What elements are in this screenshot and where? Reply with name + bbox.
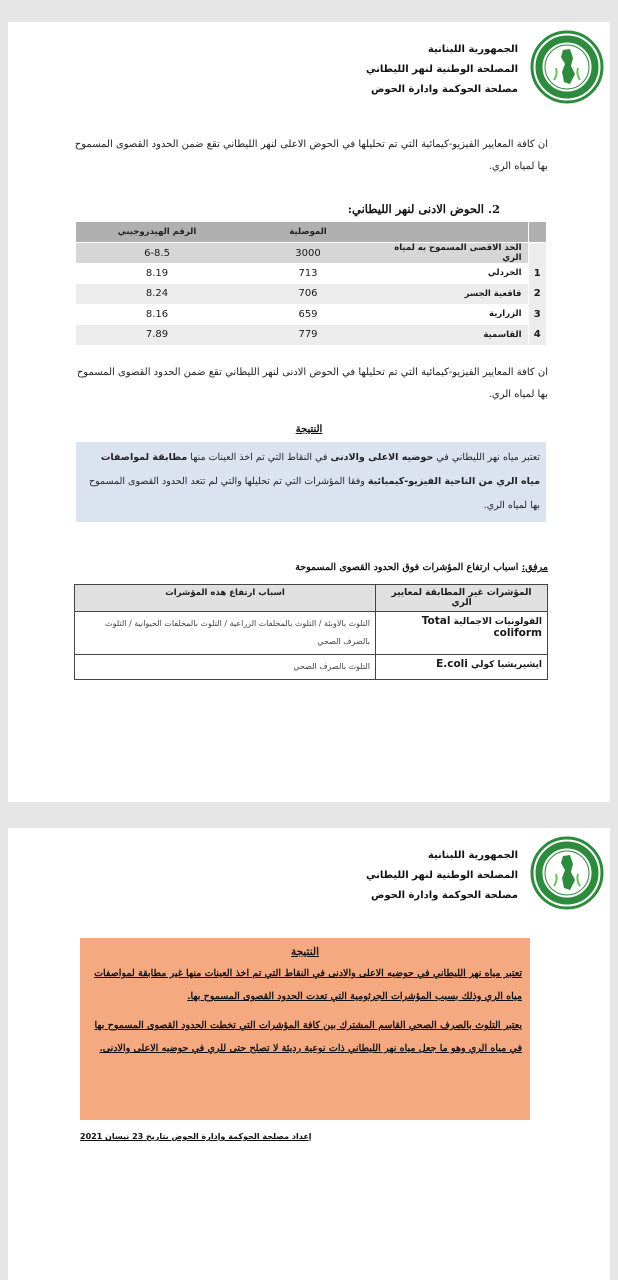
annex-indicator-ar: ايشيريشيا كولي	[467, 660, 542, 670]
result-text-5: وفقا المؤشرات التي تم تحليلها والتي لم تتعد الحدود القصوى المسموح بها لمياه الري.	[88, 476, 540, 511]
table-row	[76, 243, 546, 264]
litani-authority-seal-icon	[530, 30, 604, 104]
header-text	[366, 40, 518, 100]
header-republic: الجمهورية اللبنانية	[427, 44, 518, 55]
row-site: قاقعية الجسر	[378, 284, 528, 305]
annex-indicator	[376, 612, 548, 655]
row-ph: 8.19	[76, 263, 238, 284]
row-index: 1	[528, 263, 546, 284]
annex-header-indicators: المؤشرات غير المطابقة لمعايير الري	[376, 585, 548, 612]
header-authority: المصلحة الوطنية لنهر الليطاني	[365, 870, 518, 881]
prepared-by-note: إعداد مصلحة الحوكمة وإدارة الحوض بتاريخ 23 نيسان 2021	[80, 1132, 312, 1141]
header-department: مصلحة الحوكمة وادارة الحوض	[370, 84, 518, 95]
annex-indicator	[376, 655, 548, 680]
row-index: 4	[528, 325, 546, 346]
row-site: القاسمية	[378, 325, 528, 346]
annex-header-row	[75, 585, 548, 612]
annex-causes: التلوث بالصرف الصحي	[75, 655, 376, 680]
table-row	[75, 612, 548, 655]
row-ph: 7.89	[76, 325, 238, 346]
table-row	[76, 304, 546, 325]
header-index	[528, 222, 546, 243]
result-text-3: في النقاط التي تم اخذ العينات منها	[187, 452, 331, 463]
page-header	[204, 30, 604, 110]
annex-title-text: اسباب ارتفاع المؤشرات فوق الحدود القصوى المسموحة	[295, 562, 522, 573]
table-row	[76, 263, 546, 284]
annex-table	[74, 584, 548, 680]
header-authority: المصلحة الوطنية لنهر الليطاني	[365, 64, 518, 75]
result-box	[76, 442, 546, 522]
row-ph: 6-8.5	[76, 243, 238, 264]
annex-causes: التلوث بالاوبئة / التلوث بالمخلفات الزراعية / التلوث بالمخلفات الحيوانية / التلوث بالصرف الصحي	[75, 612, 376, 655]
annex-indicator-latin: E.coli	[436, 658, 468, 670]
header-republic: الجمهورية اللبنانية	[427, 850, 518, 861]
section-title: 2. الحوض الادنى لنهر الليطاني:	[347, 202, 500, 216]
row-conductivity: 659	[238, 304, 378, 325]
annex-title	[295, 562, 548, 573]
final-result-title: النتيجة	[290, 946, 320, 958]
table-header-row	[76, 222, 546, 243]
table-row	[75, 655, 548, 680]
row-site: الخردلي	[378, 263, 528, 284]
after-table-paragraph: ان كافة المعايير الفيزيو-كيمائية التي تم تحليلها في الحوض الادنى لنهر الليطاني تقع ضمن الحدود القصوى المسموح بها لمياه الري.	[76, 367, 548, 400]
row-index: 2	[528, 284, 546, 305]
result-text-conformity: مطابقة لمواصفات مياه الري من الناحية الفيزيو-كيميائية	[100, 452, 540, 487]
result-text-1: تعتبر مياه نهر الليطاني في	[433, 452, 540, 463]
document-page-1	[8, 22, 610, 802]
result-text-basins: حوضيه الاعلى والادنى	[330, 452, 434, 463]
result-title: النتيجة	[295, 424, 323, 435]
header-department: مصلحة الحوكمة وادارة الحوض	[370, 890, 518, 901]
table-row	[76, 325, 546, 346]
annex-indicator-ar: القولونيات الاجمالية	[450, 617, 542, 627]
litani-authority-seal-icon	[530, 836, 604, 910]
row-ph: 8.16	[76, 304, 238, 325]
physicochemical-table	[76, 222, 546, 345]
header-conductivity: الموصلية	[238, 222, 378, 243]
final-result-paragraph-2: يعتبر التلوث بالصرف الصحي القاسم المشترك بين كافة المؤشرات التي تخطت الحدود القصوى المسموح بها في مياه الري وهو ما جعل مياه نهر الليطاني ذات نوعية رديئة لا تصلح حتى للري في حوضيه الاعلى والادنى.	[94, 1020, 522, 1054]
row-ph: 8.24	[76, 284, 238, 305]
row-conductivity: 3000	[238, 243, 378, 264]
header-text	[366, 846, 518, 906]
page-header	[204, 836, 604, 916]
document-page-2	[8, 828, 610, 1280]
row-conductivity: 713	[238, 263, 378, 284]
intro-paragraph: ان كافة المعايير الفيزيو-كيمائية التي تم تحليلها في الحوض الاعلى لنهر الليطاني تقع ضمن الحدود القصوى المسموح بها لمياه الري.	[74, 139, 548, 172]
row-site: الحد الاقصى المسموح به لمياه الري	[378, 243, 528, 264]
row-conductivity: 706	[238, 284, 378, 305]
table-row	[76, 284, 546, 305]
annex-indicator-latin: Total coliform	[421, 615, 542, 639]
header-ph: الرقم الهيدروجيني	[76, 222, 238, 243]
final-result-box	[80, 938, 530, 1120]
row-site: الزرارية	[378, 304, 528, 325]
final-result-paragraph-1: تعتبر مياه نهر الليطاني في حوضيه الاعلى والادنى في النقاط التي تم اخذ العينات منها غير مطابقة لمواصفات مياه الري وذلك بسبب المؤشرات الجرثومية التي تعدت الحدود القصوى المسموح بها.	[94, 968, 522, 1002]
row-conductivity: 779	[238, 325, 378, 346]
annex-header-causes: اسباب ارتفاع هذه المؤشرات	[75, 585, 376, 612]
annex-label: مرفق:	[521, 562, 548, 573]
row-index	[528, 243, 546, 264]
row-index: 3	[528, 304, 546, 325]
header-site	[378, 222, 528, 243]
